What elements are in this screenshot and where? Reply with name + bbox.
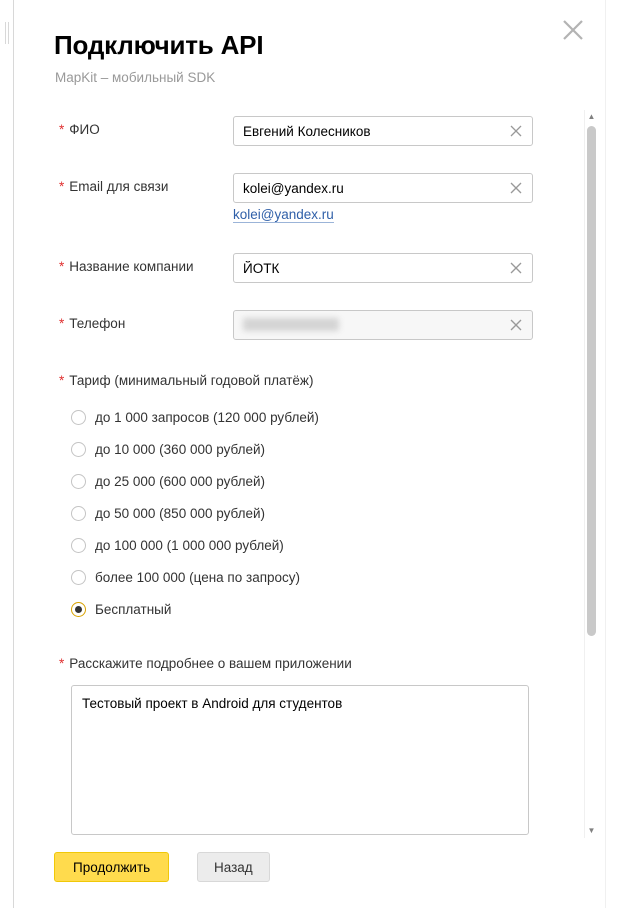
clear-phone-icon[interactable] — [508, 316, 526, 334]
radio-icon[interactable] — [71, 538, 86, 553]
required-marker: * — [59, 316, 65, 331]
radio-icon[interactable] — [71, 474, 86, 489]
back-button[interactable]: Назад — [197, 852, 270, 882]
tariff-option-label: до 50 000 (850 000 рублей) — [95, 506, 266, 521]
phone-input-wrap — [233, 310, 533, 340]
description-label: Расскажите подробнее о вашем приложении — [69, 656, 352, 671]
radio-icon[interactable] — [71, 506, 86, 521]
radio-icon[interactable] — [71, 602, 86, 617]
clear-company-icon[interactable] — [508, 259, 526, 277]
tariff-option-7[interactable] — [71, 602, 171, 617]
tariff-option-label: до 1 000 запросов (120 000 рублей) — [95, 410, 319, 425]
required-marker: * — [59, 179, 65, 194]
required-marker: * — [59, 122, 65, 137]
background-page-right — [605, 0, 617, 908]
email-input[interactable] — [233, 173, 533, 203]
email-input-wrap — [233, 173, 533, 203]
background-decoration — [5, 22, 9, 44]
tariff-option-2[interactable] — [71, 442, 265, 457]
required-marker: * — [59, 259, 65, 274]
email-label-group — [59, 178, 168, 196]
clear-fullname-icon[interactable] — [508, 122, 526, 140]
background-page-left — [0, 0, 14, 908]
description-textarea[interactable] — [71, 685, 529, 835]
required-marker: * — [59, 656, 65, 671]
tariff-option-label: до 10 000 (360 000 рублей) — [95, 442, 266, 457]
fullname-label-group — [59, 121, 100, 139]
description-label-group — [59, 655, 352, 673]
tariff-option-label: Бесплатный — [95, 602, 172, 617]
dialog-subtitle: MapKit – мобильный SDK — [55, 70, 216, 85]
scroll-down-arrow-icon[interactable]: ▼ — [585, 824, 598, 838]
tariff-option-label: более 100 000 (цена по запросу) — [95, 570, 301, 585]
fullname-input[interactable] — [233, 116, 533, 146]
radio-icon[interactable] — [71, 410, 86, 425]
radio-icon[interactable] — [71, 442, 86, 457]
form-scroll-area — [41, 104, 573, 838]
email-suggestion-link[interactable]: kolei@yandex.ru — [233, 207, 334, 222]
scrollbar-thumb[interactable] — [587, 126, 596, 636]
email-label: Email для связи — [69, 179, 169, 194]
tariff-option-label: до 25 000 (600 000 рублей) — [95, 474, 266, 489]
company-label: Название компании — [69, 259, 194, 274]
fullname-label: ФИО — [69, 122, 100, 137]
required-marker: * — [59, 373, 65, 388]
company-input[interactable] — [233, 253, 533, 283]
radio-icon[interactable] — [71, 570, 86, 585]
connect-api-dialog — [14, 0, 605, 908]
close-icon[interactable] — [557, 14, 589, 46]
fullname-input-wrap — [233, 116, 533, 146]
tariff-option-3[interactable] — [71, 474, 265, 489]
tariff-option-5[interactable] — [71, 538, 284, 553]
phone-redaction-overlay — [243, 318, 339, 331]
phone-label: Телефон — [69, 316, 126, 331]
tariff-option-4[interactable] — [71, 506, 265, 521]
tariff-option-label: до 100 000 (1 000 000 рублей) — [95, 538, 284, 553]
scroll-up-arrow-icon[interactable]: ▲ — [585, 110, 598, 124]
tariff-label: Тариф (минимальный годовой платёж) — [69, 373, 314, 388]
company-input-wrap — [233, 253, 533, 283]
dialog-title: Подключить API — [54, 30, 264, 60]
form-scrollbar[interactable] — [584, 110, 597, 838]
tariff-label-group — [59, 372, 313, 390]
company-label-group — [59, 258, 194, 276]
continue-button[interactable]: Продолжить — [54, 852, 169, 882]
phone-label-group — [59, 315, 125, 333]
dialog-footer — [14, 838, 605, 908]
tariff-option-1[interactable] — [71, 410, 319, 425]
tariff-option-6[interactable] — [71, 570, 300, 585]
clear-email-icon[interactable] — [508, 179, 526, 197]
